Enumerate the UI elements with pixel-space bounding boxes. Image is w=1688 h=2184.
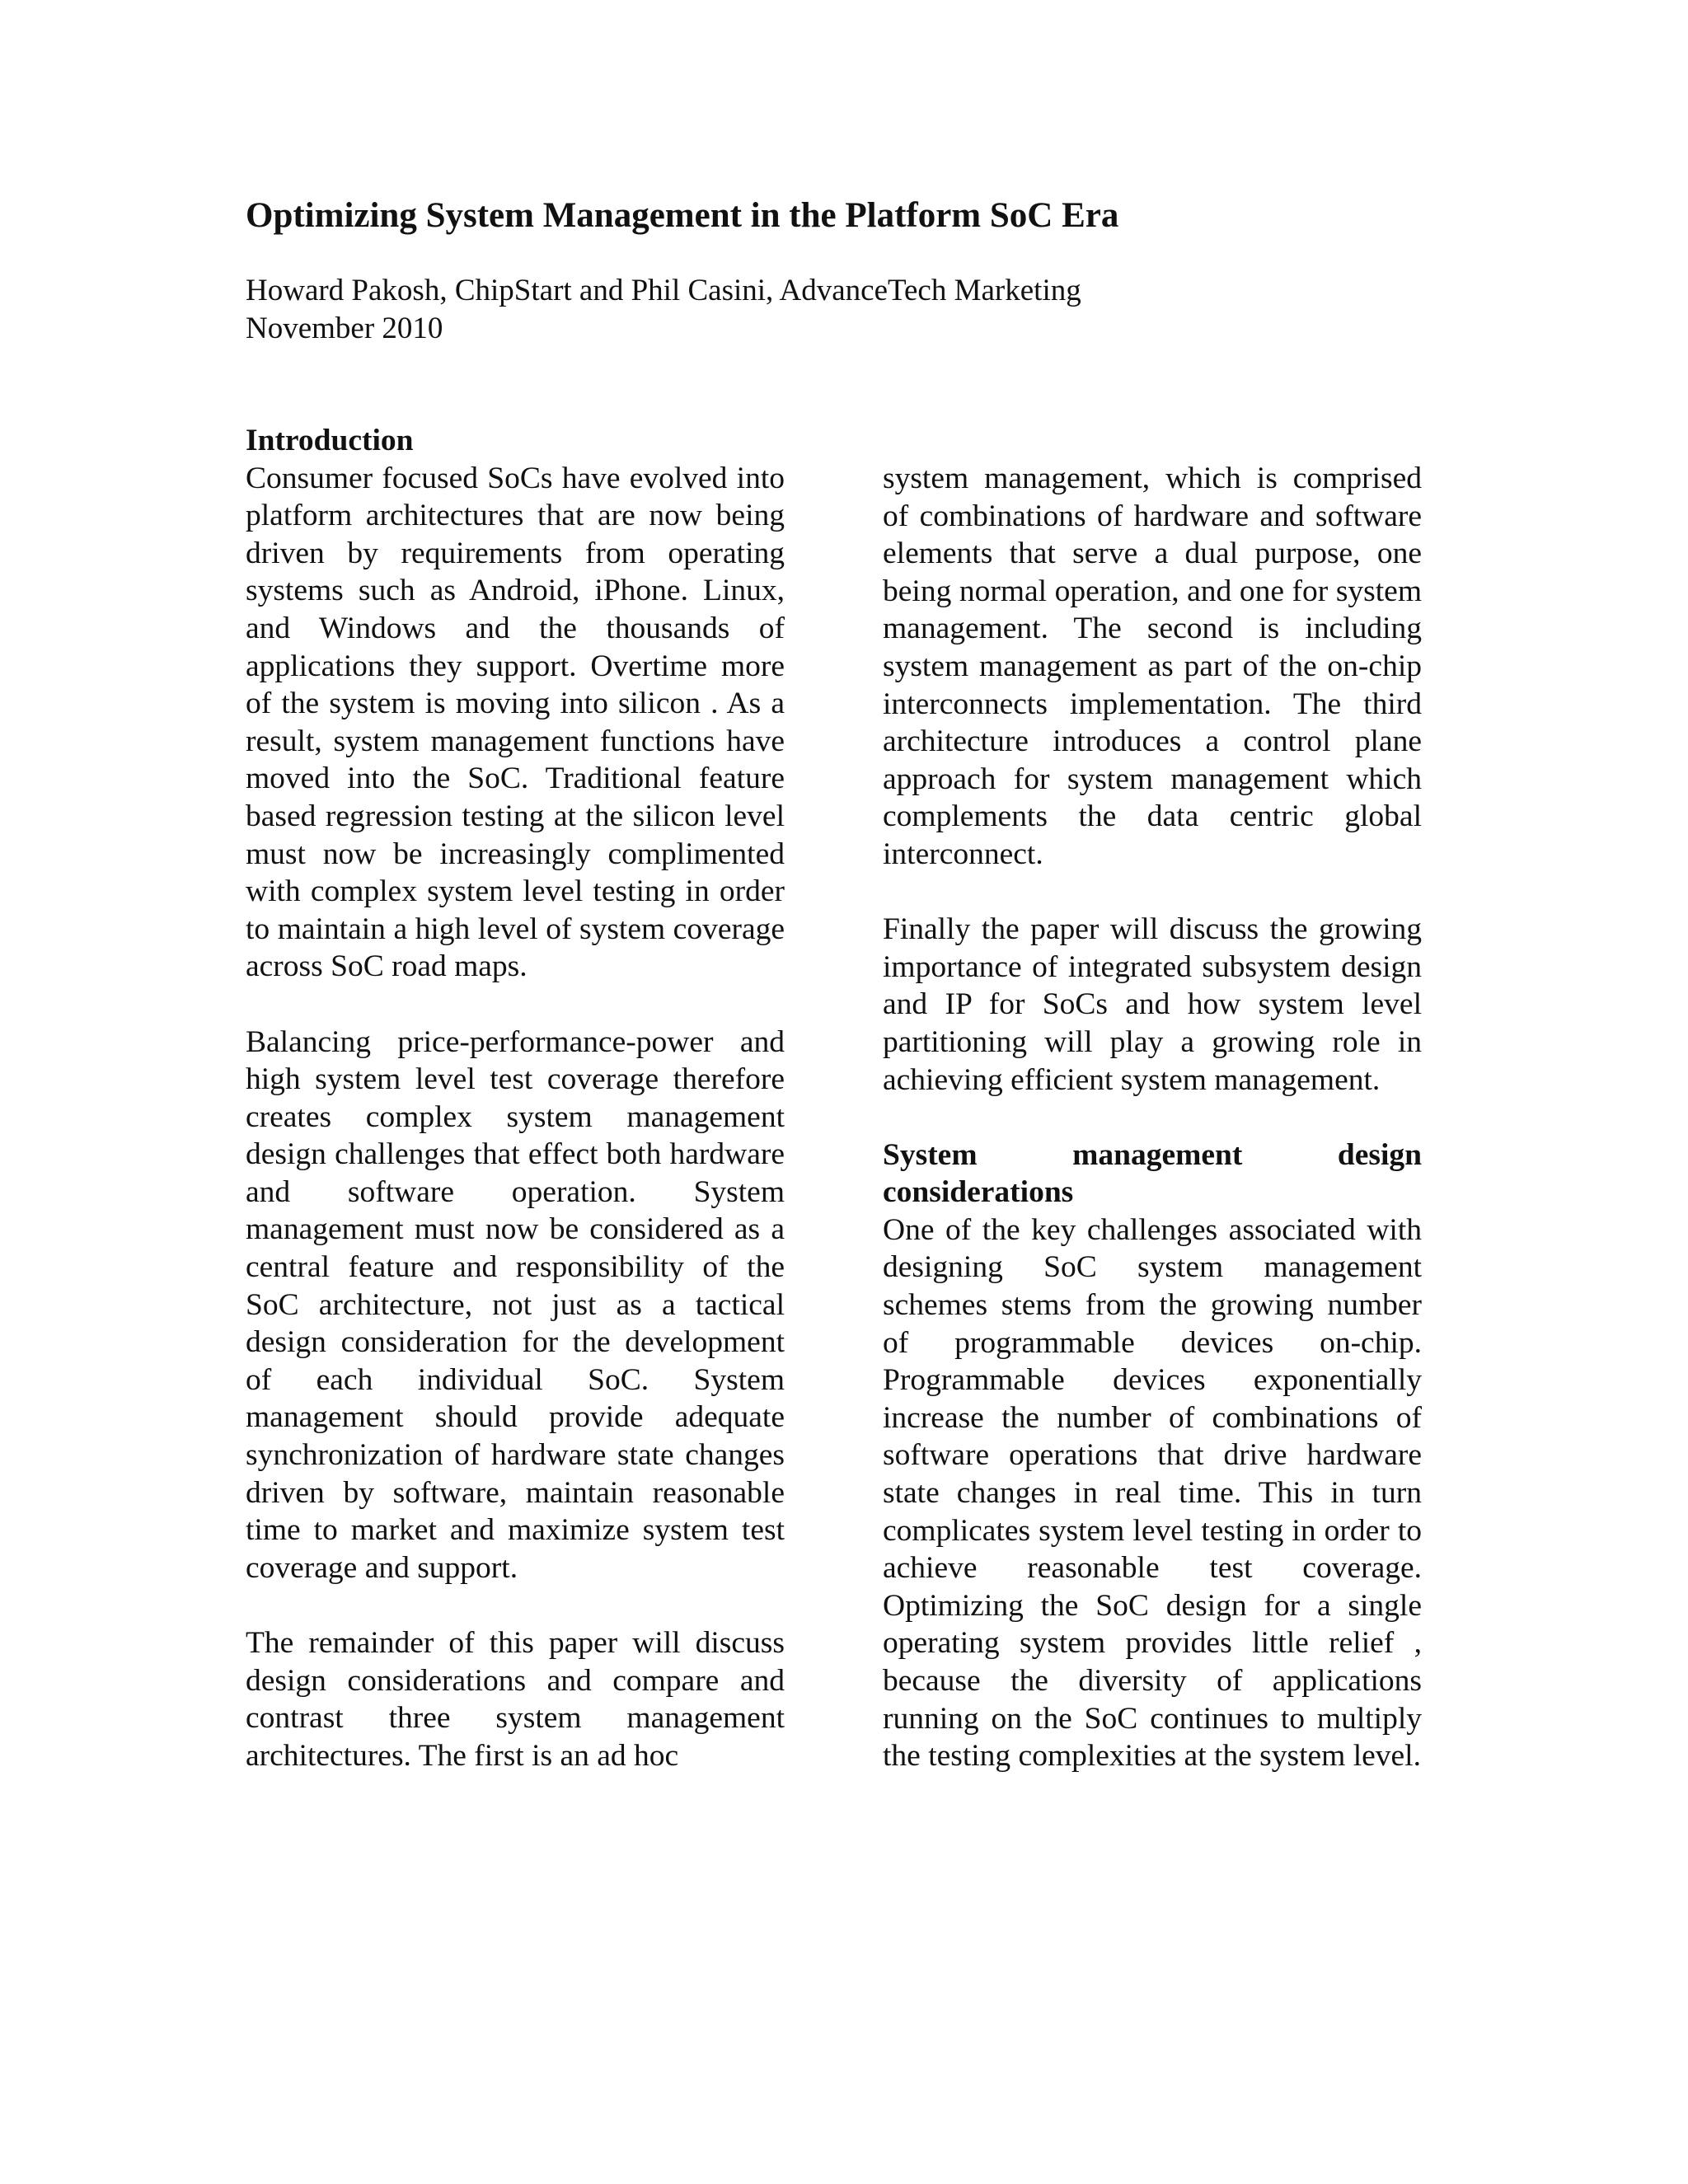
byline — [246, 272, 1081, 348]
publication-date: November 2010 — [246, 312, 443, 345]
section-heading: System management design considerations — [883, 1137, 1422, 1210]
intro-paragraph-2: Balancing price-performance-power and high system level test coverage therefore creates complex system management design challenges that effect both hardware and software operation. System management must now be considered as a central feature and responsibility of the SoC architecture, not just as a tactical design consideration for the development of each individual SoC. System management should provide adequate synchronization of hardware state changes driven by software, maintain reasonable time to market and maximize system test coverage and support. — [246, 1024, 785, 1585]
intro-paragraph-3: The remainder of this paper will discuss design considerations and compare and contrast three system management architectures. The first is an ad hoc — [246, 1626, 785, 1773]
introduction-heading: Introduction — [246, 424, 414, 457]
left-column — [246, 422, 785, 1812]
section-paragraph: One of the key challenges associated with designing SoC system management schemes stems from the growing number of programmable devices on-chip. Programmable devices exponentially increase the number of combinations of software operations that drive hardware state changes in real time. This in turn complicates system level testing in order to achieve reasonable test coverage. Optimizing the SoC design for a single operating system provides little relief , because the diversity of applications running on the SoC continues to multiply the testing complexities at the system level. — [883, 1212, 1422, 1774]
continued-paragraph: system management, which is comprised of combinations of hardware and software elements that serve a dual purpose, one being normal operation, and one for system management. The second is including system management as part of the on-chip interconnects implementation. The third architecture introduces a control plane approach for system management which complements the data centric global interconnect. — [883, 462, 1422, 871]
page-title: Optimizing System Management in the Platform SoC Era — [246, 196, 1119, 235]
right-column — [883, 460, 1422, 1812]
intro-paragraph-1: Consumer focused SoCs have evolved into platform architectures that are now being driven by requirements from operating systems such as Android, iPhone. Linux, and Windows and the thousands of applications they support. Overtime more of the system is moving into silicon . As a result, system management functions have moved into the SoC. Traditional feature based regression testing at the silicon level must now be increasingly complimented with complex system level testing in order to maintain a high level of system coverage across SoC road maps. — [246, 461, 785, 984]
author-line: Howard Pakosh, ChipStart and Phil Casini, AdvanceTech Marketing — [246, 274, 1081, 307]
finally-paragraph: Finally the paper will discuss the growing importance of integrated subsystem design and IP for SoCs and how system level partitioning will play a growing role in achieving efficient system management. — [883, 912, 1422, 1097]
